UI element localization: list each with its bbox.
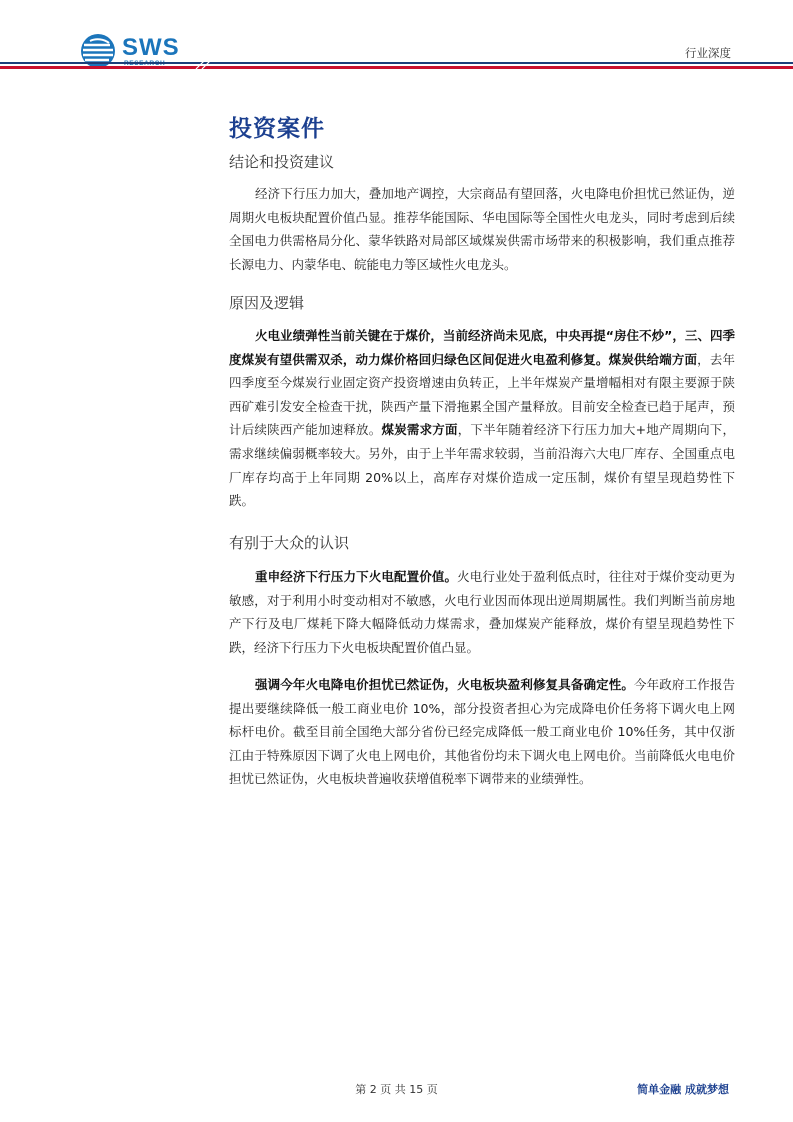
page-title: 投资案件 [229,116,325,142]
paragraph [229,182,735,276]
section-heading: 原因及逻辑 [229,294,305,312]
text-run: ，去年四季度至今煤炭行业固定资产投资增速由负转正，上半年煤炭产量增幅相对有限主要源于陕西矿难引发安全检查干扰，陕西产量下滑拖累全国产量释放。目前安全检查已趋于尾声，预计后续陕西产能加速释放。 [229,351,735,438]
logo-text: SWS [122,34,180,61]
header-rule [0,59,793,71]
bold-text-run: 强调今年火电降电价担忧已然证伪，火电板块盈利修复具备确定性。 [255,677,635,692]
page-number: 第 2 页 共 15 页 [355,1083,438,1096]
bold-text-run: 煤炭需求方面 [381,422,458,438]
bold-text-run: 煤炭供给端方面 [608,351,698,367]
text-run: 火电行业处于盈利低点时，往往对于煤价变动更为敏感，对于利用小时变动相对不敏感，火电行业因而体现出逆周期属性。我们判断当前房地产下行及电厂煤耗下降大幅降低动力煤需求，叠加煤炭产能释放，煤价有望呈现趋势性下跌，经济下行压力下火电板块配置价值凸显。 [229,569,735,655]
text-run: 今年政府工作报告提出要继续降低一般工商业电价 10%，部分投资者担心为完成降电价任务将下调火电上网标杆电价。截至目前全国绝大部分省份已经完成降低一般工商业电价 10%任务，其中仅浙江由于特殊原因下调了火电上网电价，其他省份均未下调火电上网电价。当前降低火电电价担忧已然证伪，火电板块普遍收获增值税率下调带来的业绩弹性。 [229,677,735,787]
bold-text-run: 火电业绩弹性当前关键在于煤价，当前经济尚未见底，中央再提“房住不炒”，三、四季度煤炭有望供需双杀，动力煤价格回归绿色区间促进火电盈利修复。 [229,328,735,367]
paragraph [229,565,735,659]
bold-text-run: 重申经济下行压力下火电配置价值。 [255,569,458,584]
paragraph [229,324,735,513]
footer-slogan: 简单金融 成就梦想 [637,1083,729,1096]
section-heading: 结论和投资建议 [229,153,335,171]
text-run: ，下半年随着经济下行压力加大+地产周期向下，需求继续偏弱概率较大。另外，由于上半年需求较弱，当前沿海六大电厂库存、全国重点电厂库存均高于上年同期 20%以上，高库存对煤价造成一定压制，煤价有望呈现趋势性下跌。 [229,422,735,509]
text-run: 经济下行压力加大，叠加地产调控，大宗商品有望回落，火电降电价担忧已然证伪，逆周期火电板块配置价值凸显。推荐华能国际、华电国际等全国性火电龙头，同时考虑到后续全国电力供需格局分化、蒙华铁路对局部区域煤炭供需市场带来的积极影响，我们重点推荐长源电力、内蒙华电、皖能电力等区域性火电龙头。 [229,186,735,272]
section-heading: 有别于大众的认识 [229,534,350,552]
report-category: 行业深度 [685,46,731,60]
paragraph [229,673,735,791]
